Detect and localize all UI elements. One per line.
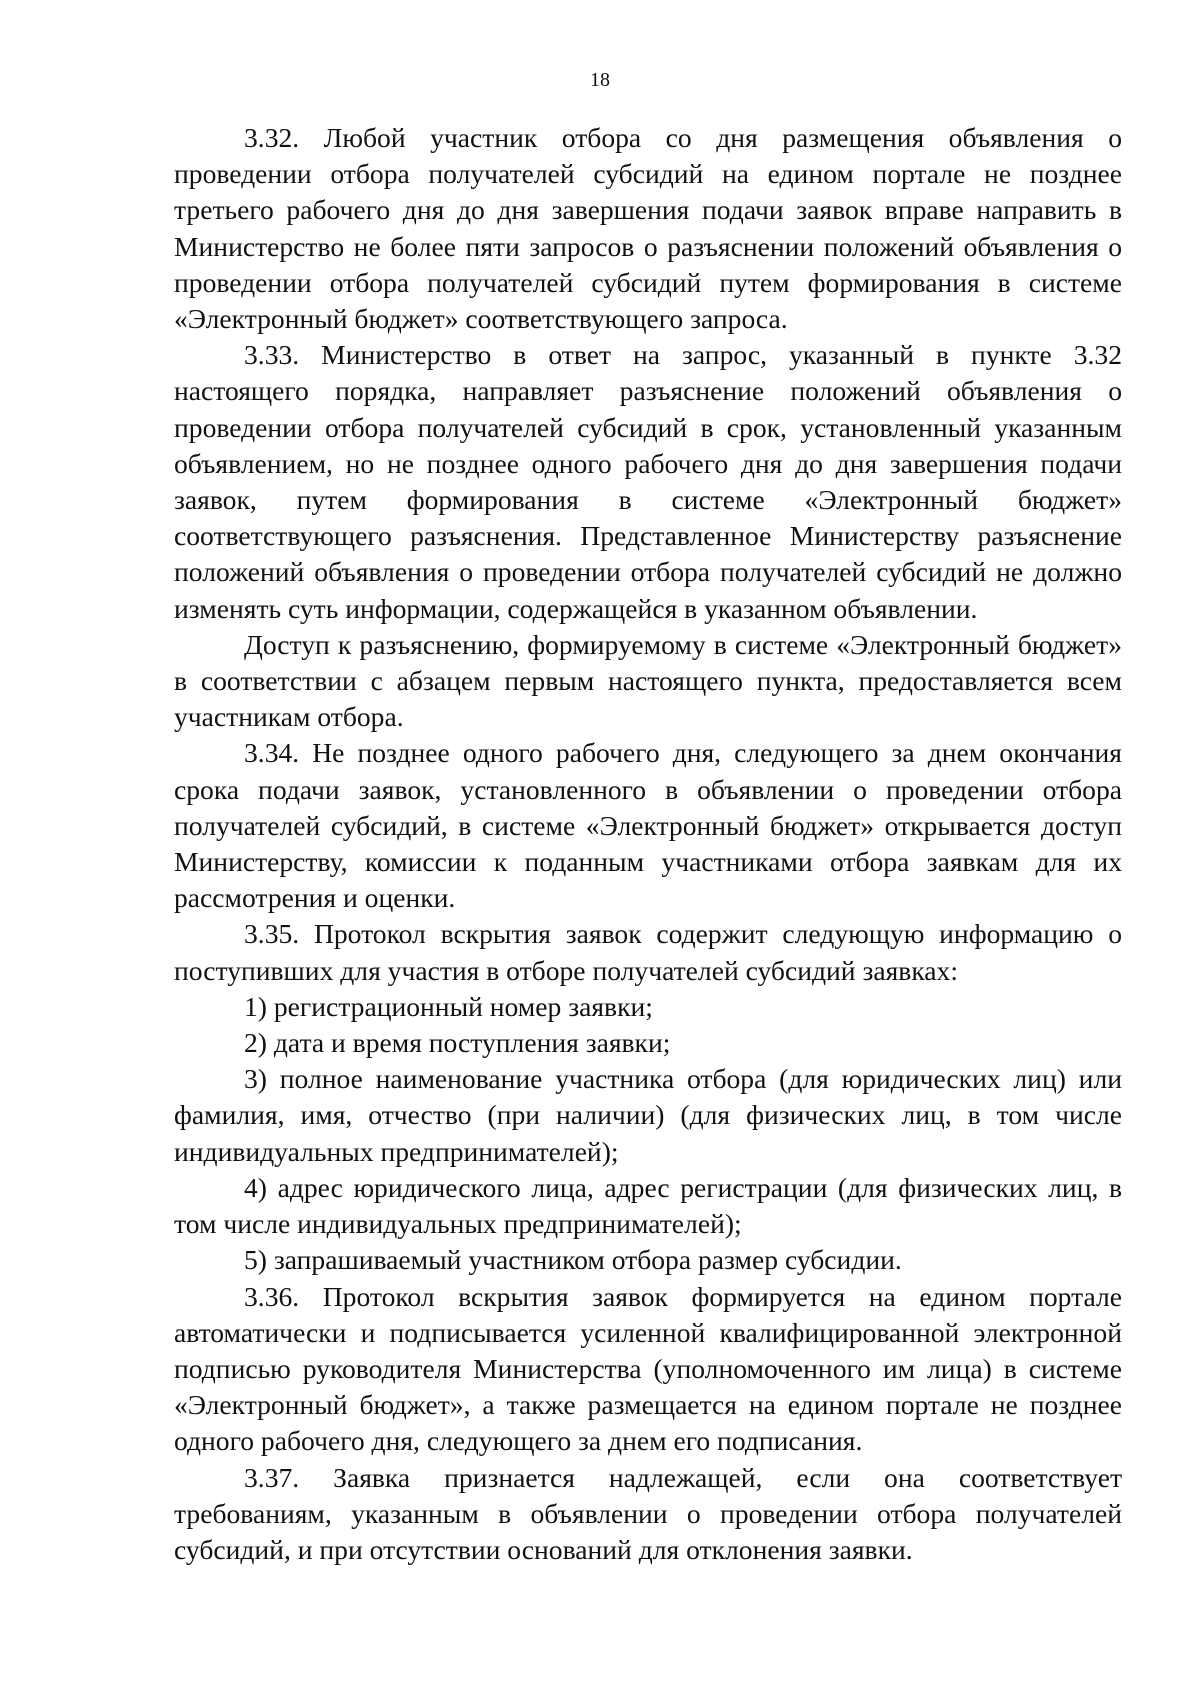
list-item-4: 4) адрес юридического лица, адрес регистрации (для физических лиц, в том числе индивидуальных предпринимателей); — [174, 1171, 1122, 1240]
paragraph-access: Доступ к разъяснению, формируемому в системе «Электронный бюджет» в соответствии с абзацем первым настоящего пункта, предоставляется всем участникам отбора. — [174, 628, 1122, 733]
list-item-1: 1) регистрационный номер заявки; — [244, 990, 653, 1022]
paragraph-3-36: 3.36. Протокол вскрытия заявок формируется на едином портале автоматически и подписывается усиленной квалифицированной электронной подписью руководителя Министерства (уполномоченного им лица) в системе «Электронный бюджет», а также размещается на едином портале не позднее одного рабочего дня, следующего за днем его подписания. — [174, 1280, 1122, 1457]
paragraph-3-32: 3.32. Любой участник отбора со дня размещения объявления о проведении отбора получателей субсидий на едином портале не позднее третьего рабочего дня до дня завершения подачи заявок вправе направить в Министерство не более пяти запросов о разъяснении положений объявления о проведении отбора получателей субсидий путем формирования в системе «Электронный бюджет» соответствующего запроса. — [174, 122, 1122, 335]
list-item-2: 2) дата и время поступления заявки; — [244, 1027, 671, 1059]
document-body — [174, 120, 1122, 1568]
paragraph-3-34: 3.34. Не позднее одного рабочего дня, следующего за днем окончания срока подачи заявок, установленного в объявлении о проведении отбора получателей субсидий, в системе «Электронный бюджет» открывается доступ Министерству, комиссии к поданным участниками отбора заявкам для их рассмотрения и оценки. — [174, 737, 1122, 914]
paragraph-3-33: 3.33. Министерство в ответ на запрос, указанный в пункте 3.32 настоящего порядка, направляет разъяснение положений объявления о проведении отбора получателей субсидий в срок, установленный указанным объявлением, но не позднее одного рабочего дня до дня завершения подачи заявок, путем формирования в системе «Электронный бюджет» соответствующего разъяснения. Представленное Министерству разъяснение положений объявления о проведении отбора получателей субсидий не должно изменять суть информации, содержащейся в указанном объявлении. — [174, 339, 1122, 624]
paragraph-3-35: 3.35. Протокол вскрытия заявок содержит следующую информацию о поступивших для участия в отборе получателей субсидий заявках: — [174, 918, 1122, 986]
page-number: 18 — [590, 69, 610, 91]
list-item-5: 5) запрашиваемый участником отбора размер субсидии. — [244, 1244, 902, 1276]
list-item-3: 3) полное наименование участника отбора (для юридических лиц) или фамилия, имя, отчество (при наличии) (для физических лиц, в том числе индивидуальных предпринимателей); — [174, 1063, 1122, 1167]
paragraph-3-37: 3.37. Заявка признается надлежащей, если она соответствует требованиям, указанным в объявлении о проведении отбора получателей субсидий, и при отсутствии оснований для отклонения заявки. — [174, 1461, 1122, 1565]
